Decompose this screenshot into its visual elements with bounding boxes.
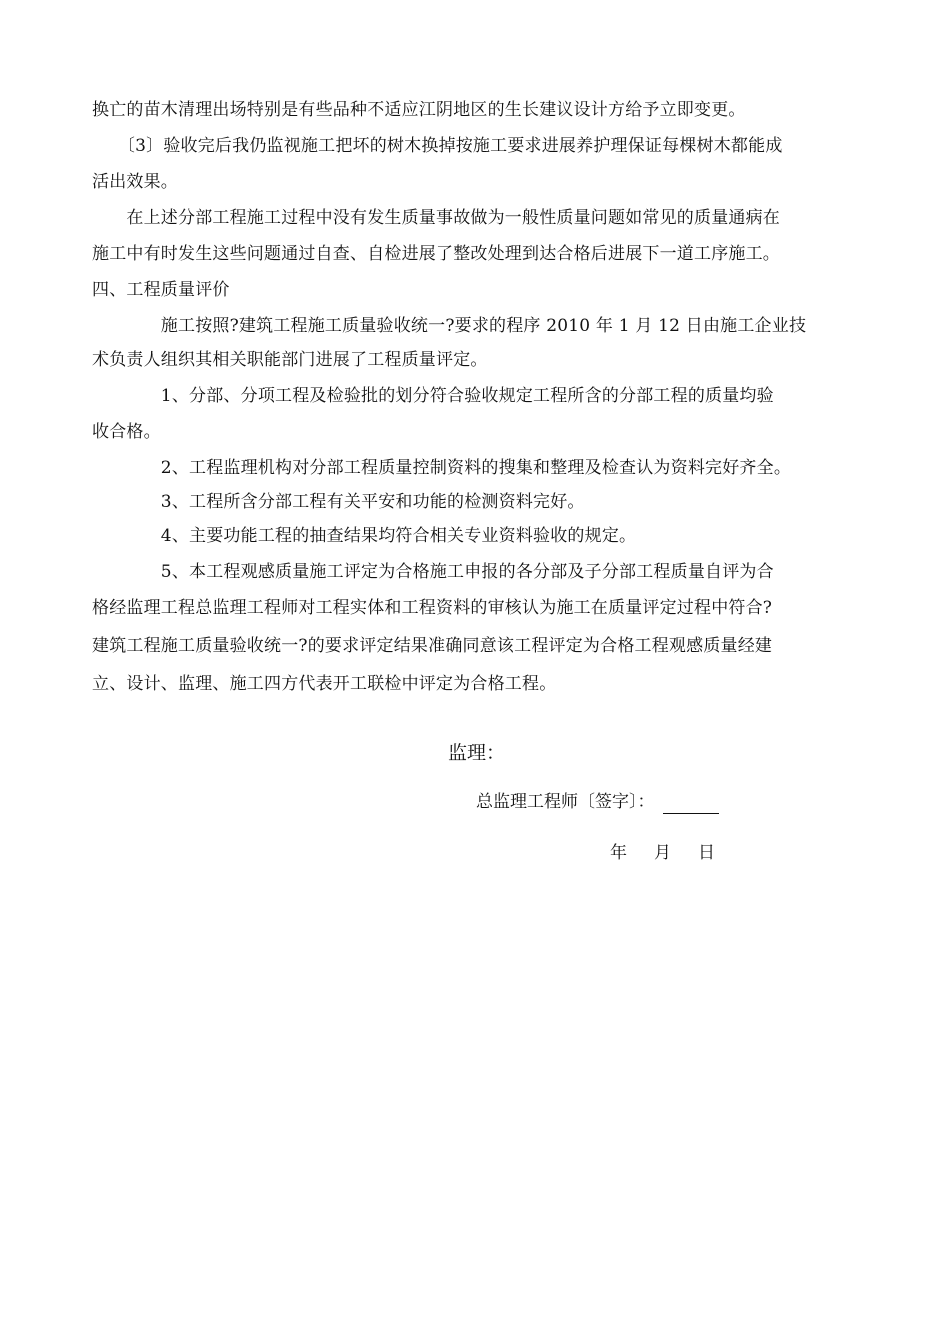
- body-line-7: 施工按照?建筑工程施工质量验收统一?要求的程序 2010 年 1 月 12 日由施工企业技: [92, 316, 807, 336]
- list-item-1-line-1: 1、分部、分项工程及检验批的划分符合验收规定工程所含的分部工程的质量均验: [92, 386, 774, 406]
- body-line-2: 〔3〕验收完后我仍监视施工把坏的树木换掉按施工要求进展养护理保证每棵树木都能成: [92, 136, 783, 156]
- signature-blank: [663, 795, 719, 814]
- section-heading: 四、工程质量评价: [92, 280, 230, 300]
- body-line-4: 在上述分部工程施工过程中没有发生质量事故做为一般性质量问题如常见的质量通病在: [92, 208, 780, 228]
- body-line-5: 施工中有时发生这些问题通过自查、自检进展了整改处理到达合格后进展下一道工序施工。: [92, 244, 780, 264]
- body-line-1: 换亡的苗木清理出场特别是有些品种不适应江阴地区的生长建议设计方给予立即变更。: [92, 100, 746, 120]
- list-item-5-line-2: 格经监理工程总监理工程师对工程实体和工程资料的审核认为施工在质量评定过程中符合?: [92, 598, 773, 618]
- list-item-2: 2、工程监理机构对分部工程质量控制资料的搜集和整理及检查认为资料完好齐全。: [92, 458, 792, 478]
- list-item-5-line-1: 5、本工程观感质量施工评定为合格施工申报的各分部及子分部工程质量自评为合: [92, 562, 774, 582]
- body-line-8: 术负责人组织其相关职能部门进展了工程质量评定。: [92, 350, 488, 370]
- date-month-label: 月: [654, 843, 671, 863]
- supervisor-title: 监理：: [448, 742, 506, 764]
- engineer-signature-row: [476, 790, 719, 814]
- body-line-3: 活出效果。: [92, 172, 178, 192]
- engineer-signature-label: 总监理工程师〔签字〕：: [476, 792, 655, 812]
- list-item-4: 4、主要功能工程的抽查结果均符合相关专业资料验收的规定。: [92, 526, 637, 546]
- list-item-5-line-3: 建筑工程施工质量验收统一?的要求评定结果准确同意该工程评定为合格工程观感质量经建: [92, 636, 773, 656]
- date-day-label: 日: [698, 843, 715, 863]
- list-item-1-line-2: 收合格。: [92, 422, 161, 442]
- date-row: [610, 841, 715, 865]
- list-item-5-line-4: 立、设计、监理、施工四方代表开工联检中评定为合格工程。: [92, 674, 557, 694]
- list-item-3: 3、工程所含分部工程有关平安和功能的检测资料完好。: [92, 492, 585, 512]
- date-year-label: 年: [610, 843, 627, 863]
